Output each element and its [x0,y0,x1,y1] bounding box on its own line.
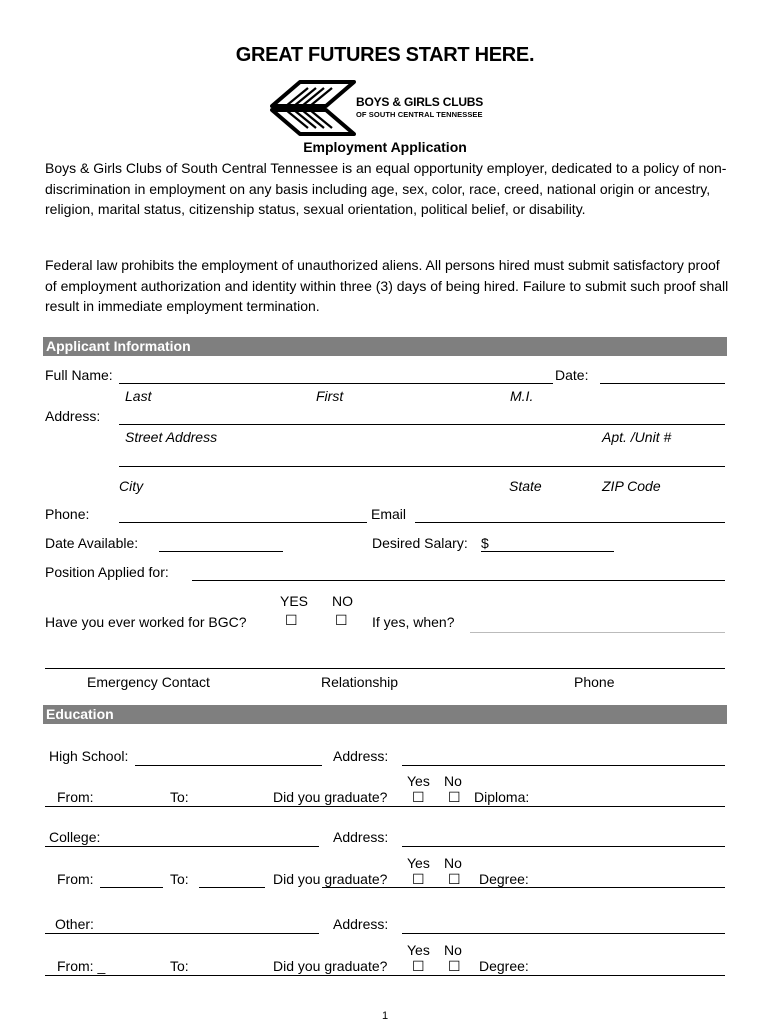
emergency-contact-field[interactable] [45,668,725,669]
college-degree-label: Degree: [479,871,529,887]
college-degree-field[interactable] [322,887,725,888]
other-degree-label: Degree: [479,958,529,974]
hs-from-label: From: [57,789,94,805]
college-to-label: To: [170,871,189,887]
college-graduate-no-checkbox[interactable]: ☐ [448,871,461,887]
date-available-label: Date Available: [45,535,139,551]
hs-yes-header: Yes [407,773,430,789]
middle-initial-caption: M.I. [510,388,534,404]
college-address-label: Address: [333,829,389,845]
college-graduate-yes-checkbox[interactable]: ☐ [412,871,425,887]
apt-unit-caption: Apt. /Unit # [602,429,672,445]
handshake-logo-icon [268,80,358,136]
desired-salary-field[interactable] [481,551,614,552]
full-name-label: Full Name: [45,367,113,383]
other-address-label: Address: [333,916,389,932]
high-school-address-field[interactable] [402,765,725,766]
eeo-statement: Boys & Girls Clubs of South Central Tennessee is an equal opportunity employer, dedicated to a policy of non-discrimination in employment on any basis including age, sex, color, race, creed, national origin or ancestry, religion, marital status, citizenship status, sexual orientation, political belief, or disability. [45,160,727,218]
hs-graduate-yes-checkbox[interactable]: ☐ [412,789,425,805]
other-to-label: To: [170,958,189,974]
hs-graduate-no-checkbox[interactable]: ☐ [448,789,461,805]
hs-graduate-label: Did you graduate? [273,789,388,805]
college-label: College: [49,829,101,845]
section-header-applicant: Applicant Information [43,337,727,356]
federal-law-statement: Federal law prohibits the employment of unauthorized aliens. All persons hired must submit satisfactory proof of employment authorization and identity within three (3) days of being hired. Failure to submit such proof shall result in immediate employment termination. [45,257,729,315]
city-state-zip-field[interactable] [119,466,725,467]
state-caption: State [509,478,542,494]
email-label: Email [371,506,407,522]
hs-dates-diploma-field[interactable] [45,806,725,807]
yes-header: YES [280,593,309,609]
emergency-contact-caption: Emergency Contact [87,674,210,690]
form-title: Employment Application [303,139,467,155]
other-label: Other: [55,916,94,932]
position-label: Position Applied for: [45,564,169,580]
phone-field[interactable] [119,522,367,523]
address-label: Address: [45,408,101,424]
other-no-header: No [444,942,462,958]
college-from-field[interactable] [100,887,163,888]
email-field[interactable] [415,522,725,523]
college-graduate-label: Did you graduate? [273,871,388,887]
full-name-field[interactable] [119,383,553,384]
dollar-sign: $ [481,535,489,551]
college-to-field[interactable] [199,887,265,888]
street-address-field[interactable] [119,424,725,425]
date-available-field[interactable] [159,551,283,552]
other-dates-degree-field[interactable] [45,975,725,976]
page-title: GREAT FUTURES START HERE. [235,44,535,66]
zip-caption: ZIP Code [602,478,661,494]
emergency-phone-caption: Phone [574,674,615,690]
other-yes-header: Yes [407,942,430,958]
other-graduate-yes-checkbox[interactable]: ☐ [412,958,425,974]
worked-bgc-yes-checkbox[interactable]: ☐ [285,612,298,628]
desired-salary-label: Desired Salary: [372,535,468,551]
college-yes-header: Yes [407,855,430,871]
worked-bgc-no-checkbox[interactable]: ☐ [335,612,348,628]
if-yes-when-field[interactable] [470,632,725,633]
street-address-caption: Street Address [125,429,218,445]
logo-text-sub: OF SOUTH CENTRAL TENNESSEE [356,110,483,119]
last-name-caption: Last [125,388,152,404]
logo-text-main: BOYS & GIRLS CLUBS [356,95,484,109]
high-school-label: High School: [49,748,129,764]
hs-no-header: No [444,773,462,789]
other-from-label: From: _ [57,958,106,974]
bgc-logo [268,80,508,136]
page-number: 1 [381,1010,389,1022]
city-caption: City [119,478,144,494]
college-field[interactable] [45,846,319,847]
high-school-field[interactable] [135,765,322,766]
position-field[interactable] [192,580,725,581]
date-field[interactable] [600,383,725,384]
date-label: Date: [555,367,589,383]
phone-label: Phone: [45,506,90,522]
college-address-field[interactable] [402,846,725,847]
college-from-label: From: [57,871,94,887]
other-school-field[interactable] [45,933,319,934]
other-graduate-label: Did you graduate? [273,958,388,974]
first-name-caption: First [316,388,344,404]
relationship-caption: Relationship [321,674,399,690]
hs-to-label: To: [170,789,189,805]
other-address-field[interactable] [402,933,725,934]
worked-bgc-label: Have you ever worked for BGC? [45,614,247,630]
section-header-education: Education [43,705,727,724]
no-header: NO [332,593,353,609]
hs-diploma-label: Diploma: [474,789,530,805]
other-graduate-no-checkbox[interactable]: ☐ [448,958,461,974]
college-no-header: No [444,855,462,871]
high-school-address-label: Address: [333,748,389,764]
if-yes-label: If yes, when? [372,614,455,630]
